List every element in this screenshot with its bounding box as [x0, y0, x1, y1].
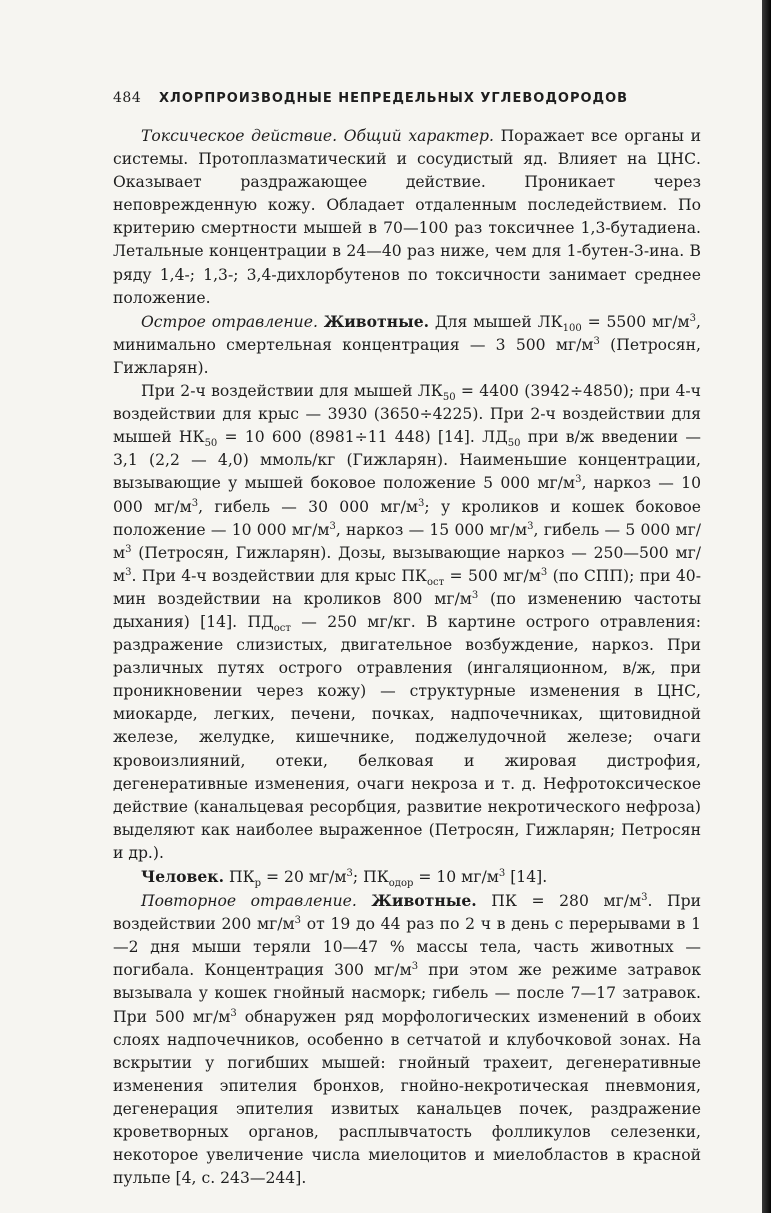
paragraph-toxic-action: Токсическое действие. Общий характер. Поражает все органы и системы. Протоплазматический и сосудистый яд. Влияет на ЦНС. Оказывает раздражающее действие. Проникает через неповрежденную кожу. Обладает отдаленным последействием. По критерию смертности мышей в 70—100 раз токсичнее 1,3-бутадиена. Летальные концентрации в 24—40 раз ниже, чем для 1-бутен-3-ина. В ряду 1,4-; 1,3-; 3,4-дихлорбутенов по токсичности занимает среднее положение.	[113, 127, 701, 307]
section-heading: Повторное отравление.	[141, 892, 357, 911]
subheading-animals: Животные.	[323, 311, 430, 331]
book-page	[113, 90, 701, 1190]
page-header	[113, 90, 701, 116]
body-text	[113, 125, 701, 1190]
paragraph-acute-data: При 2-ч воздействии для мышей $ЛК_{50} = 4400$ (3942÷4850); при 4-ч воздействии для крыс — 3930 (3650÷4225). При 2-ч воздействии для мышей $НК_{50} = 10$ 600 (8981÷11 448) [14]. $ЛД_{50}$ при в/ж введении — 3,1 (2,2 — 4,0) ммоль/кг (Гижларян). Наименьшие концентрации, вызывающие у мышей боковое положение 5 000 $мг/м^3$, наркоз — 10 000 $мг/м^3$, гибель — 30 000 $мг/м^3$; у кроликов и кошек боковое положение — 10 000 $мг/м^3$, наркоз — 15 000 $мг/м^3$, гибель — 5 000 $мг/м^3$ (Петросян, Гижларян). Дозы, вызывающие наркоз — 250—500 $мг/м^3$. При 4-ч воздействии для крыс $ПК_{ост} = 500$ $мг/м^3$ (по СПП); при 40-мин воздействии на кроликов 800 $мг/м^3$ (по изменению частоты дыхания) [14]. $ПД_{ост}$ — 250 мг/кг. В картине острого отравления: раздражение слизистых, двигательное возбуждение, наркоз. При различных путях острого отравления (ингаляционном, в/ж, при проникновении через кожу) — структурные изменения в ЦНС, миокарде, легких, печени, почках, надпочечниках, щитовидной железе, желудке, кишечнике, поджелудочной железе; очаги кровоизлияний, отеки, белковая и жировая дистрофия, дегенеративные изменения, очаги некроза и т. д. Нефротоксическое действие (канальцевая ресорбция, развитие некротического нефроза) выделяют как наиболее выраженное (Петросян, Гижларян; Петросян и др.).	[113, 382, 702, 862]
paragraph-human: Человек. $ПК_р = 20$ $мг/м^3$; $ПК_{одор} = 10$ $мг/м^3$ [14].	[141, 867, 548, 890]
running-title: ХЛОРПРОИЗВОДНЫЕ НЕПРЕДЕЛЬНЫХ УГЛЕВОДОРОДОВ	[159, 91, 629, 106]
section-heading: Острое отравление.	[141, 312, 318, 331]
section-heading: Токсическое действие. Общий характер.	[141, 127, 494, 145]
subheading-animals: Животные.	[371, 891, 477, 911]
page-edge-shadow	[762, 0, 771, 1213]
subheading-human: Человек.	[141, 867, 225, 886]
paragraph-repeated-poisoning: Повторное отравление. Животные. ПК = 280 $мг/м^3$. При воздействии 200 $мг/м^3$ от 19 до 44 раз по 2 ч в день с перерывами в 1—2 дня мыши теряли 10—47 % массы тела, часть животных — погибала. Концентрация 300 $мг/м^3$ при этом же режиме затравок вызывала у кошек гнойный насморк; гибель — после 7—17 затравок. При 500 $мг/м^3$ обнаружен ряд морфологических изменений в обоих слоях надпочечников, особенно в сетчатой и клубочковой зонах. На вскрытии у погибших мышей: гнойный трахеит, дегенеративные изменения эпителия бронхов, гнойно-некротическая пневмония, дегенерация эпителия извитых канальцев почек, раздражение кроветворных органов, расплывчатость фолликулов селезенки, некоторое увеличение числа миелоцитов и миелобластов в красной пульпе [4, с. 243—244].	[113, 891, 702, 1188]
page-number: 484	[113, 90, 142, 106]
paragraph-acute-poisoning: Острое отравление. Животные. Для мышей $ЛК_{100} = 5500$ $мг/м^3$, минимально смертельная концентрация — 3 500 $мг/м^3$ (Петросян, Гижларян).	[113, 311, 701, 377]
